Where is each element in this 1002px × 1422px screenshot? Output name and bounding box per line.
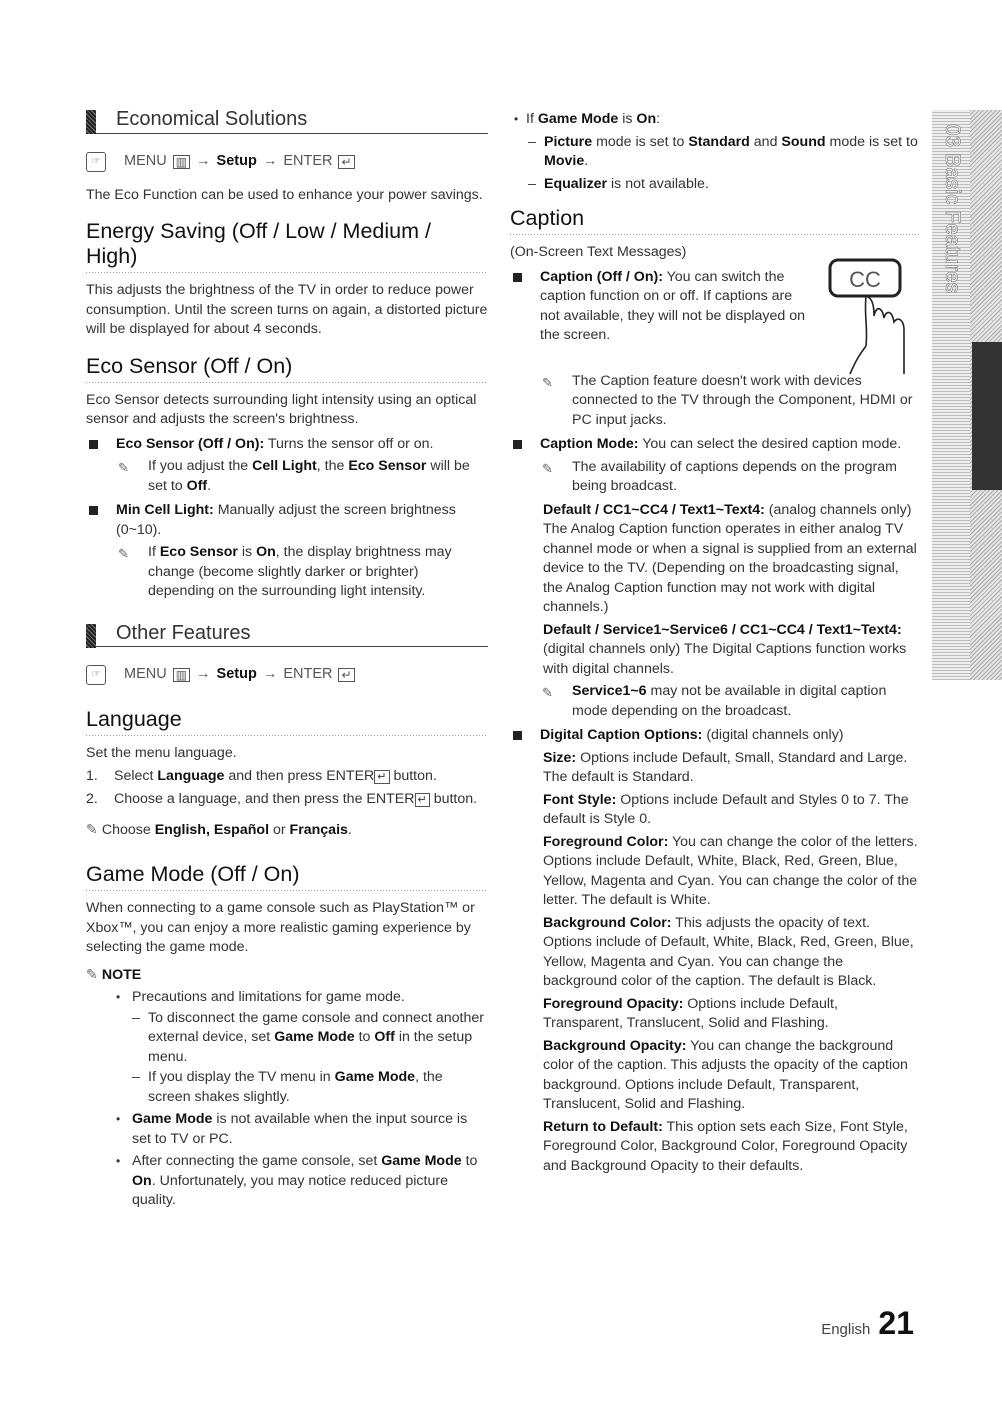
caption-mode-item: Caption Mode: You can select the desired caption mode.: [510, 435, 920, 455]
enter-key-icon: ↵: [374, 770, 389, 784]
arrow-icon: →: [196, 666, 211, 683]
analog-caption: Default / CC1~CC4 / Text1~Text4: (analog channels only) The Analog Caption function operates in either analog TV channel mode or when a signal is supplied from an external device to the TV. (Depending on the broadcasting signal, the Analog Caption function may not work with digital channels.): [543, 501, 917, 615]
remote-icon: ☞: [86, 665, 106, 685]
game-precautions: • Precautions and limitations for game mode.: [86, 988, 488, 1008]
min-cell-note: ✎ If Eco Sensor is On, the display brightness may change (become slightly darker or brighter) depending on the surrounding light intensity.: [118, 544, 452, 599]
chapter-side-tab: [932, 110, 1002, 680]
arrow-icon: →: [262, 666, 278, 683]
game-dash-1: – To disconnect the game console and connect another external device, set Game Mode to Off in the setup menu.: [86, 1009, 488, 1068]
section-marker: [86, 624, 96, 648]
option-font-style: Font Style: Options include Default and Styles 0 to 7. The default is Style 0.: [543, 791, 909, 827]
note-icon: ✎: [542, 374, 553, 390]
eco-intro: The Eco Function can be used to enhance your power savings.: [86, 186, 483, 203]
section-marker: [86, 110, 96, 134]
note-icon: ✎: [86, 821, 98, 838]
language-text: Set the menu language.: [86, 745, 237, 761]
page-footer: [821, 1305, 914, 1342]
min-cell-item: Min Cell Light: Manually adjust the screen brightness (0~10).: [86, 501, 488, 540]
cc-label: CC: [849, 267, 881, 292]
game-mode-text: When connecting to a game console such as PlayStation™ or Xbox™, you can enjoy a more realistic gaming experience by selecting the game mode.: [86, 900, 475, 955]
side-tab-marker: [972, 342, 1002, 490]
note-icon: ✎: [542, 460, 553, 476]
enter-key-icon: ↵: [338, 668, 354, 682]
caption-item: Caption (Off / On): You can switch the caption function on or off. If captions are not available, they will not be displayed on the screen.: [510, 268, 808, 346]
page-number: 21: [878, 1305, 914, 1341]
game-dot-3: • After connecting the game console, set Game Mode to On. Unfortunately, you may notice reduced picture quality.: [86, 1152, 488, 1211]
economical-section-heading: Economical Solutions: [86, 110, 488, 134]
arrow-icon: →: [262, 152, 278, 169]
game-mode-heading: Game Mode (Off / On): [86, 862, 488, 891]
game-dash-2: – If you display the TV menu in Game Mode, the screen shakes slightly.: [86, 1068, 488, 1107]
language-step-1: 1. Select Language and then press ENTER ↵ button.: [86, 767, 437, 784]
note-icon: ✎: [86, 966, 98, 983]
eco-sensor-heading: Eco Sensor (Off / On): [86, 354, 488, 383]
menu-path: ☞ MENU ▥ → Setup → ENTER ↵: [86, 152, 488, 172]
caption-mode-note: ✎ The availability of captions depends on the program being broadcast.: [542, 458, 897, 494]
eco-sensor-text: Eco Sensor detects surrounding light intensity using an optical sensor and adjusts the screen's brightness.: [86, 391, 477, 427]
option-background-color: Background Color: This adjusts the opacity of text. Options include of Default, White, Black, Red, Green, Blue, Yellow, Magenta and Cyan. You can change the background color of the caption. The default is Black.: [543, 914, 914, 989]
energy-heading: Energy Saving (Off / Low / Medium / High): [86, 219, 488, 273]
menu-key-icon: ▥: [173, 668, 190, 682]
option-return-default: Return to Default: This option sets each Size, Font Style, Foreground Color, Background Color, Foreground Opacity and Background Opacity to their defaults.: [543, 1118, 908, 1174]
option-foreground-color: Foreground Color: You can change the color of the letters. Options include Default, White, Black, Red, Green, Blue, Yellow, Magenta and Cyan. You can change the color of the letter. The default is White.: [543, 833, 918, 908]
option-size: Size: Options include Default, Small, Standard and Large. The default is Standard.: [543, 749, 908, 785]
eco-sensor-item: Eco Sensor (Off / On): Turns the sensor off or on.: [86, 435, 488, 455]
left-column: [86, 110, 488, 1211]
caption-heading: Caption: [510, 206, 920, 235]
arrow-icon: →: [196, 152, 211, 169]
service-note: ✎ Service1~6 may not be available in digital caption mode depending on the broadcast.: [542, 683, 887, 719]
remote-icon: ☞: [86, 152, 106, 172]
caption-subtitle: (On-Screen Text Messages): [510, 244, 687, 260]
caption-note: ✎ The Caption feature doesn't work with devices connected to the TV through the Component, HDMI or PC input jacks.: [542, 372, 913, 428]
note-icon: ✎: [118, 546, 129, 561]
footer-language: English: [821, 1321, 871, 1338]
language-note: ✎ Choose English, Español or Français.: [86, 821, 352, 838]
game-on-item: • If Game Mode is On:: [510, 110, 920, 130]
menu-key-icon: ▥: [173, 155, 190, 169]
note-icon: ✎: [118, 460, 129, 475]
note-label: ✎ NOTE: [86, 966, 142, 983]
energy-text: This adjusts the brightness of the TV in order to reduce power consumption. Until the screen turns on again, a distorted picture will be displayed for about 4 seconds.: [86, 282, 488, 337]
menu-path: ☞ MENU ▥ → Setup → ENTER ↵: [86, 665, 488, 685]
chapter-label: 03 Basic Features: [941, 124, 964, 294]
picture-dash: – Picture mode is set to Standard and Sound mode is set to Movie.: [510, 133, 920, 172]
note-icon: ✎: [542, 685, 553, 700]
language-step-2: 2. Choose a language, and then press the ENTER ↵ button.: [86, 791, 478, 807]
option-foreground-opacity: Foreground Opacity: Options include Default, Transparent, Translucent, Solid and Flashing.: [543, 995, 838, 1031]
digital-caption: Default / Service1~Service6 / CC1~CC4 / Text1~Text4: (digital channels only) The Digital Captions function works with digital channels.: [543, 621, 907, 677]
option-background-opacity: Background Opacity: You can change the background color of the caption. This adjusts the opacity of the caption background. Options include Default, Transparent, Translucent, Solid and Flashing.: [543, 1037, 908, 1112]
game-dot-2: • Game Mode is not available when the input source is set to TV or PC.: [86, 1110, 488, 1149]
equalizer-dash: – Equalizer is not available.: [510, 175, 920, 195]
language-heading: Language: [86, 707, 488, 736]
enter-key-icon: ↵: [415, 793, 430, 807]
enter-key-icon: ↵: [338, 155, 354, 169]
cc-button-illustration: [826, 256, 922, 376]
other-features-heading: Other Features: [86, 624, 488, 648]
eco-note: ✎ If you adjust the Cell Light, the Eco Sensor will be set to Off.: [118, 458, 470, 494]
digital-caption-options: Digital Caption Options: (digital channels only): [510, 726, 920, 746]
